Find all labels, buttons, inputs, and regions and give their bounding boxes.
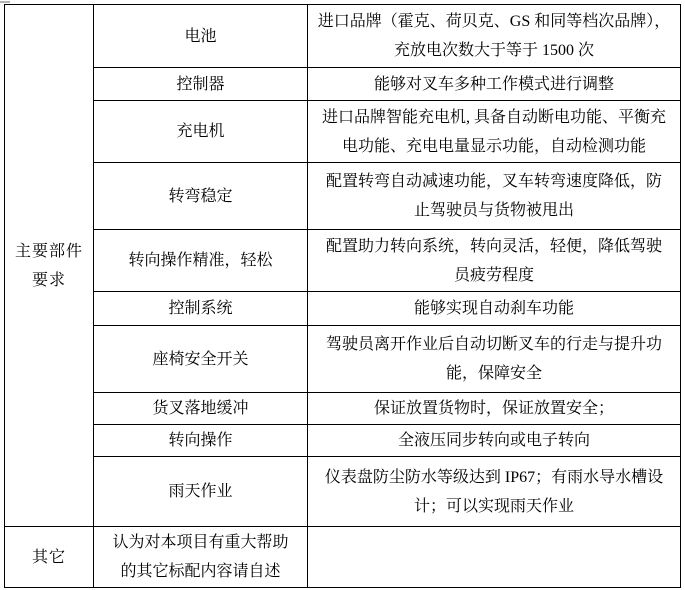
component-cell: 转向操作 [94,425,308,457]
component-cell: 控制器 [94,68,308,101]
component-cell: 货叉落地缓冲 [94,393,308,425]
other-content-cell: 认为对本项目有重大帮助 的其它标配内容请自述 [94,527,308,588]
component-cell: 充电机 [94,101,308,163]
requirement-cell: 能够对叉车多种工作模式进行调整 [308,68,681,101]
section-header-main: 主要部件 要求 [5,5,94,527]
table-row [5,292,681,326]
component-cell: 座椅安全开关 [94,326,308,393]
table-row [5,101,681,163]
component-cell: 雨天作业 [94,457,308,527]
requirement-cell: 进口品牌（霍克、荷贝克、GS 和同等档次品牌）， 充放电次数大于等于 1500 次 [308,5,681,68]
table-row [5,457,681,527]
component-cell: 电池 [94,5,308,68]
component-cell: 控制系统 [94,292,308,326]
component-cell: 转弯稳定 [94,163,308,230]
table-row [5,163,681,230]
requirement-cell: 配置转弯自动减速功能，叉车转弯速度降低，防 止驾驶员与货物被甩出 [308,163,681,230]
component-cell: 转向操作精准，轻松 [94,230,308,292]
requirement-cell: 配置助力转向系统，转向灵活，轻便，降低驾驶 员疲劳程度 [308,230,681,292]
table-row [5,68,681,101]
table-row-other [5,527,681,588]
table-row [5,230,681,292]
requirement-cell: 保证放置货物时，保证放置安全； [308,393,681,425]
requirement-cell: 驾驶员离开作业后自动切断叉车的行走与提升功 能，保障安全 [308,326,681,393]
requirement-cell: 能够实现自动刹车功能 [308,292,681,326]
other-requirement-cell [308,527,681,588]
requirement-cell: 仪表盘防尘防水等级达到 IP67；有雨水导水槽设 计；可以实现雨天作业 [308,457,681,527]
requirement-cell: 进口品牌智能充电机, 具备自动断电功能、平衡充 电功能、充电电量显示功能，自动检测功能 [308,101,681,163]
table-row [5,393,681,425]
table-row [5,425,681,457]
section-header-other: 其它 [5,527,94,588]
requirement-cell: 全液压同步转向或电子转向 [308,425,681,457]
page-edge-artifact [0,1,10,3]
requirements-table [4,4,681,588]
table-row [5,5,681,68]
table-row [5,326,681,393]
